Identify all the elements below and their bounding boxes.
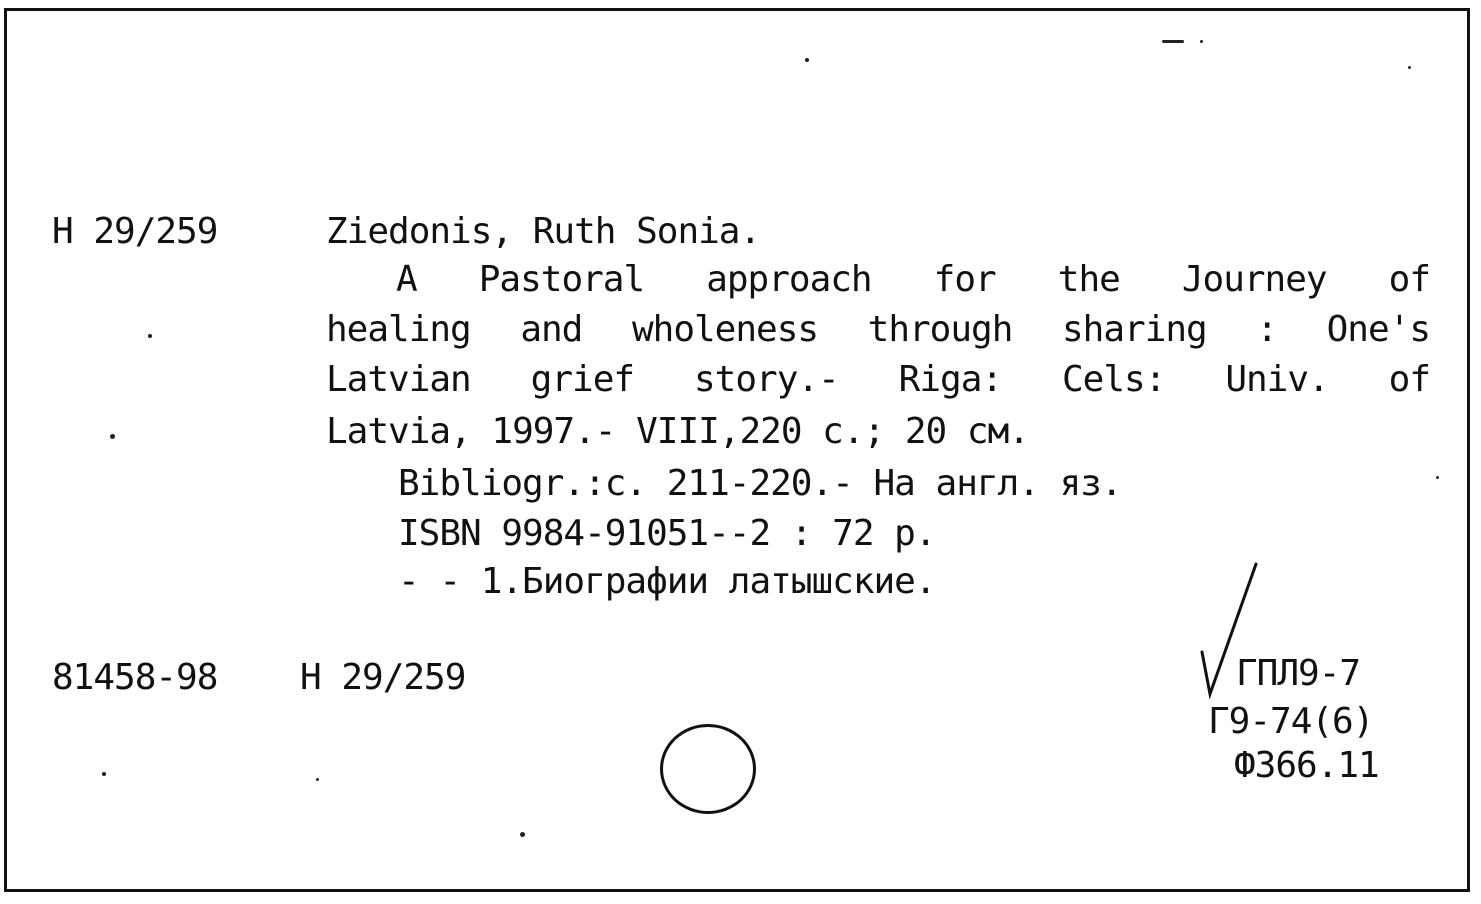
accession-number: 81458-98 [52,657,218,698]
footer-call-number: H 29/259 [300,657,466,698]
classification-code-2: Г9-74(6) [1208,701,1374,742]
subject-heading: - - 1.Биографии латышские. [398,561,936,602]
call-number: H 29/259 [52,211,218,252]
scan-speck [1436,476,1439,479]
classification-code-3: Ф366.11 [1234,745,1379,786]
scan-speck [520,832,525,837]
scan-speck [110,434,115,439]
scan-speck [1200,40,1203,43]
title-line-3: Latvian grief story.- Riga: Cels: Univ. of [326,359,1430,400]
scan-speck [1408,66,1411,69]
bibliography-note: Bibliogr.:c. 211-220.- На англ. яз. [398,463,1122,504]
title-line-4: Latvia, 1997.- VIII,220 c.; 20 cм. [326,411,1029,452]
punch-hole [660,724,756,814]
title-line-2: healing and wholeness through sharing : One's [326,309,1430,350]
title-line-1: A Pastoral approach for the Journey of [396,259,1430,300]
scan-speck [1162,40,1184,43]
classification-code-1: ГПЛ9-7 [1236,653,1361,694]
scan-speck [805,58,809,62]
author-heading: Ziedonis, Ruth Sonia. [326,211,761,252]
scan-speck [102,772,106,776]
scan-speck [148,334,152,338]
check-mark-icon [1200,560,1270,710]
isbn-price: ISBN 9984-91051--2 : 72 p. [398,513,936,554]
scan-speck [316,778,319,781]
